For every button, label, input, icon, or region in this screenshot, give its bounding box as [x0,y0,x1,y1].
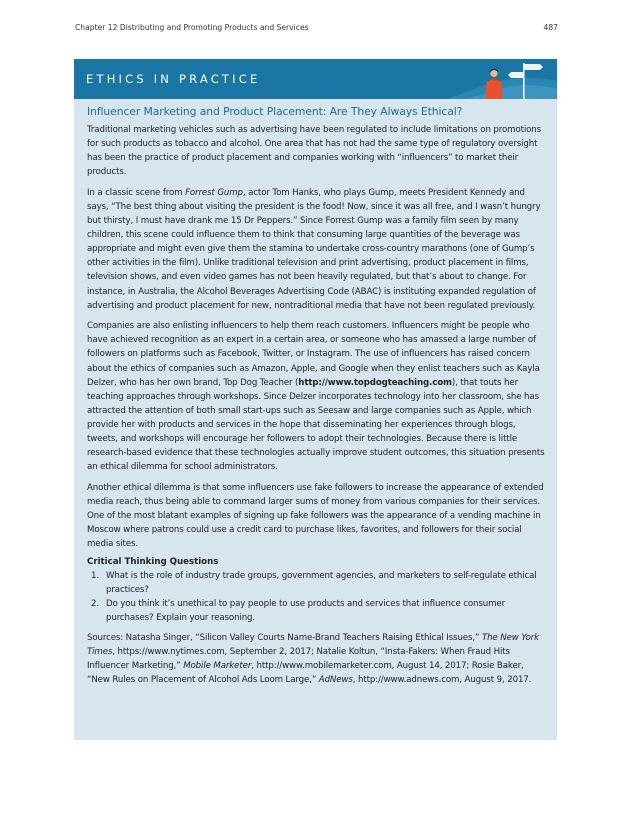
list-item [87,597,547,625]
topdog-link[interactable]: http://www.topdogteaching.com [298,377,452,388]
sources-text: , https://www.nytimes.com, September 2, 2017; Natalie Koltun, “Insta-Fakers: When Fraud Hits Influencer Marketing,” [87,647,510,672]
list-item [87,569,547,597]
paragraph-3 [87,319,547,474]
page-number: 487 [543,23,558,32]
questions-list [87,569,547,625]
paragraph-2 [87,186,547,313]
publication-name: The New York Times [87,633,539,658]
paragraph-3-text-cont: ), that touts her teaching approaches through workshops. Since Delzer incorporates technology into her classroom, she has attracted the attention of both small start-ups such as Seesaw and large companies such as Apple, which provide her with products and services in the hope that disseminating her experiences through blogs, tweets, and workshops will encourage her followers to adopt their technologies. Because there is little research-based evidence that these technologies actually improve student outcomes, this situation presents an ethical dilemma for school administrators. [87,377,545,473]
banner-label: ETHICS IN PRACTICE [86,72,261,86]
paragraph-4: Another ethical dilemma is that some influencers use fake followers to increase the appearance of extended media reach, thus being able to command larger sums of money from various companies for their services. One of the most blatant examples of signing up fake followers was the appearance of a vending machine in Moscow where patrons could use a credit card to purchase likes, favorites, and followers for their social media sites. [87,482,544,550]
box-content [87,105,547,687]
paragraph-2-text: In a classic scene from [87,187,186,198]
running-header [75,23,558,32]
sources-text: , http://www.mobilemarketer.com, August 14, 2017; Rosie Baker, “New Rules on Placement of Alcohol Ads Loom Large,” [87,661,524,686]
sources [87,631,547,687]
publication-name: Mobile Marketer [183,661,252,672]
paragraph-1: Traditional marketing vehicles such as advertising have been regulated to include limitations on promotions for such products as tobacco and alcohol. One area that has not had the same type of regulatory oversight has been the practice of product placement and companies working with “influencers” to market their products. [87,125,542,178]
question-number: 1. [91,570,99,581]
publication-name: AdNews [318,675,353,686]
question-text: Do you think it’s unethical to pay people to use products and services that influence consumer purchases? Explain your reasoning. [106,598,506,623]
question-number: 2. [91,598,99,609]
sources-text: , http://www.adnews.com, August 9, 2017. [352,675,532,686]
sources-text: Sources: Natasha Singer, “Silicon Valley Courts Name-Brand Teachers Raising Ethical Issues,” [87,633,482,644]
film-title: Forrest Gump [185,187,243,198]
questions-heading: Critical Thinking Questions [87,556,219,567]
paragraph-3-text: Companies are also enlisting influencers to help them reach customers. Influencers might be people who have achieved recognition as an expert in a certain area, or someone who has amassed a large number of followers on platforms such as Facebook, Twitter, or Instagram. The use of influencers has raised concern about the ethics of companies such as Amazon, Apple, and Google when they enlist teachers such as Kayla Delzer, who has her own brand, Top Dog Teacher ( [87,321,540,388]
person-at-signpost-icon [447,59,557,99]
chapter-title: Chapter 12 Distributing and Promoting Products and Services [75,23,309,32]
ethics-in-practice-box [74,59,557,740]
paragraph-2-text-cont: , actor Tom Hanks, who plays Gump, meets President Kennedy and says, “The best thing about visiting the president is the food! Now, since it was all free, and I wasn’t hungry but thirsty, I must have drank me 15 Dr Peppers.” Since Forrest Gump was a family film seen by many children, this scene could influence them to think that consuming large quantities of the beverage was appropriate and might even give them the stamina to undertake cross-country marathons (one of Gump’s other activities in the film). Unlike traditional television and print advertising, product placement in films, television shows, and even video games has not been heavily regulated, but that’s about to change. For instance, in Australia, the Alcohol Beverages Advertising Code (ABAC) is instituting expanded regulation of advertising and product placement for new, nontraditional media that have not been regulated previously. [87,187,541,311]
box-title: Influencer Marketing and Product Placement: Are They Always Ethical? [87,105,463,118]
feature-banner [74,59,557,99]
question-text: What is the role of industry trade groups, government agencies, and marketers to self-regulate ethical practices? [106,570,537,595]
